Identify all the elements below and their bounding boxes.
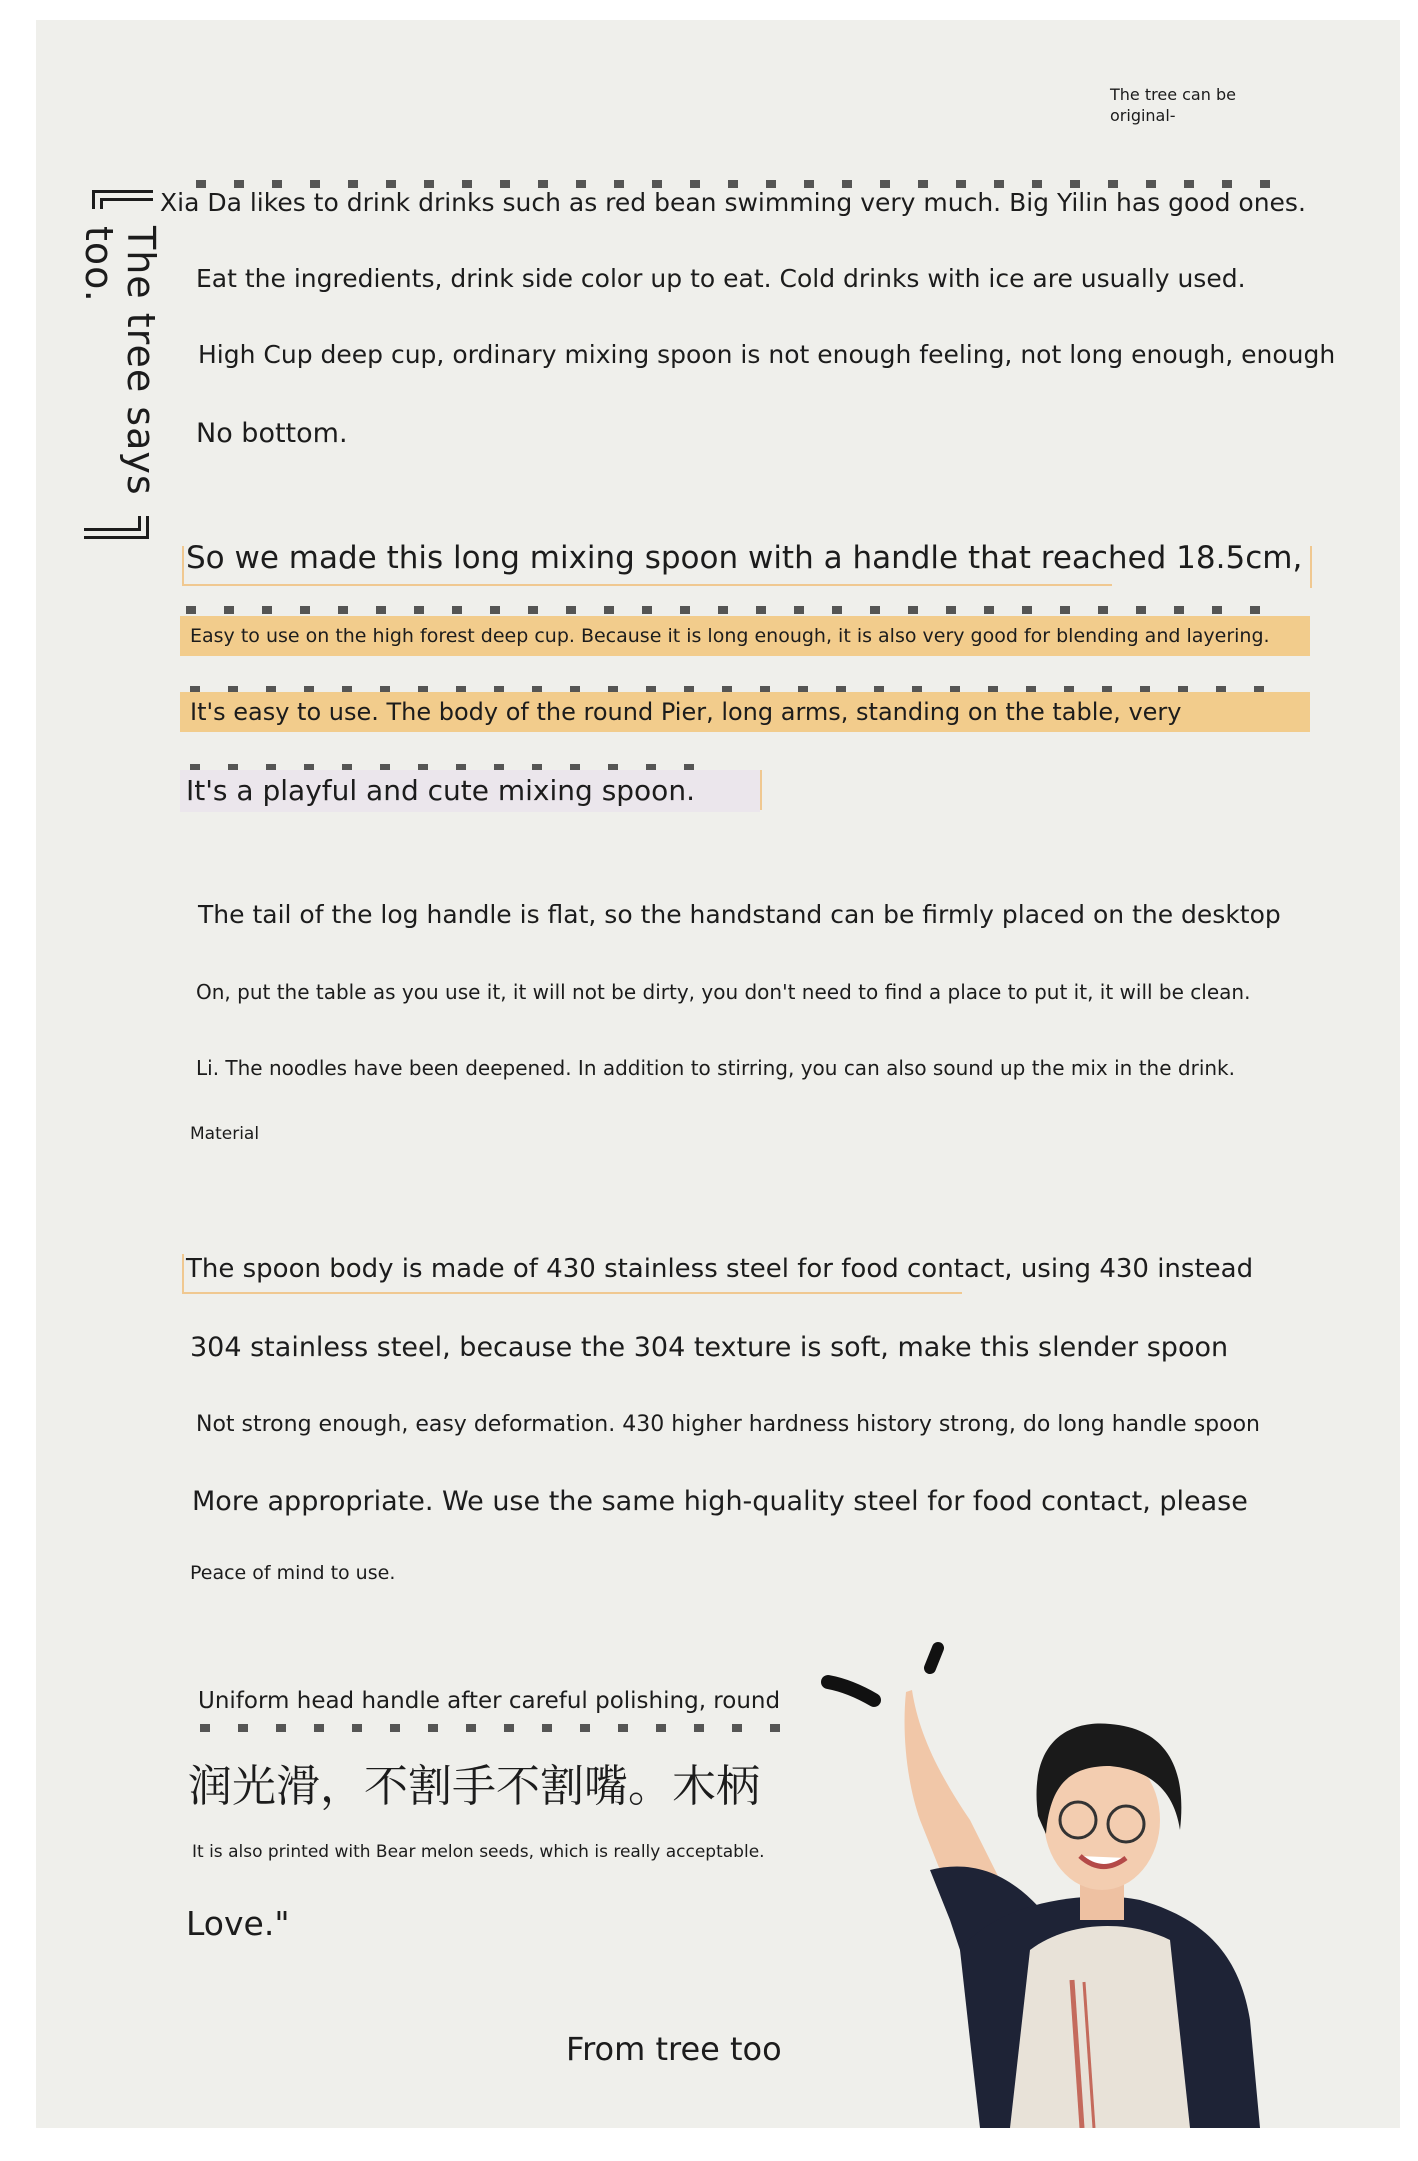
material-line-3: Not strong enough, easy deformation. 430 higher hardness history strong, do long handle spoon (196, 1412, 1261, 1437)
material-line-2: 304 stainless steel, because the 304 texture is soft, make this slender spoon (190, 1332, 1229, 1363)
spoon-line-2: Easy to use on the high forest deep cup. Because it is long enough, it is also very good for blending and layering. (190, 625, 1270, 647)
intro-line-3: High Cup deep cup, ordinary mixing spoon is not enough feeling, not long enough, enough (198, 340, 1336, 369)
material-label: Material (190, 1124, 260, 1144)
material-line-5: Peace of mind to use. (190, 1562, 396, 1584)
apron (1010, 1926, 1190, 2128)
accent-underline (182, 584, 1112, 586)
cut-text-row (186, 606, 1276, 614)
polish-line-4: Love." (186, 1904, 290, 1943)
bracket-top-left-inner (100, 198, 153, 209)
intro-line-1: Xia Da likes to drink drinks such as red bean swimming very much. Big Yilin has good ones. (160, 188, 1306, 217)
material-line-4: More appropriate. We use the same high-quality steel for food contact, please (192, 1486, 1248, 1517)
header-note-line: The tree can be original- (1110, 85, 1236, 125)
spoon-line-3: It's easy to use. The body of the round Pier, long arms, standing on the table, very (190, 698, 1182, 726)
side-title-line1: The tree says (119, 226, 163, 496)
accent-edge (180, 1254, 184, 1292)
emphasis-mark (828, 1682, 874, 1700)
accent-edge (180, 546, 184, 584)
accent-edge (758, 770, 762, 810)
polish-line-1: Uniform head handle after careful polishing, round (198, 1688, 781, 1714)
spoon-line-4: It's a playful and cute mixing spoon. (186, 774, 695, 807)
person-pointing-icon (810, 1620, 1350, 2128)
accent-underline (182, 1292, 962, 1294)
bracket-bottom-right-inner (84, 516, 141, 531)
spoon-line-1: So we made this long mixing spoon with a handle that reached 18.5cm, (186, 540, 1303, 576)
cut-text-row (196, 180, 1296, 188)
side-title-line2: too. (77, 226, 121, 303)
intro-line-2: Eat the ingredients, drink side color up to eat. Cold drinks with ice are usually used. (196, 264, 1246, 293)
cut-text-row (200, 1724, 800, 1732)
intro-line-4: No bottom. (196, 418, 348, 449)
signature: From tree too (566, 2030, 782, 2068)
handle-line-1: The tail of the log handle is flat, so the handstand can be firmly placed on the desktop (198, 900, 1281, 929)
handle-line-2: On, put the table as you use it, it will not be dirty, you don't need to find a place to put it, it will be clean. (196, 980, 1251, 1004)
material-line-1: The spoon body is made of 430 stainless steel for food contact, using 430 instead (186, 1254, 1254, 1284)
polish-line-2: 润光滑，不割手不割嘴。木柄 (188, 1761, 760, 1812)
emphasis-mark (930, 1648, 938, 1668)
accent-edge (1308, 546, 1312, 588)
polish-line-3: It is also printed with Bear melon seeds, which is really acceptable. (192, 1842, 765, 1862)
handle-line-3: Li. The noodles have been deepened. In addition to stirring, you can also sound up the mix in the drink. (196, 1056, 1235, 1080)
